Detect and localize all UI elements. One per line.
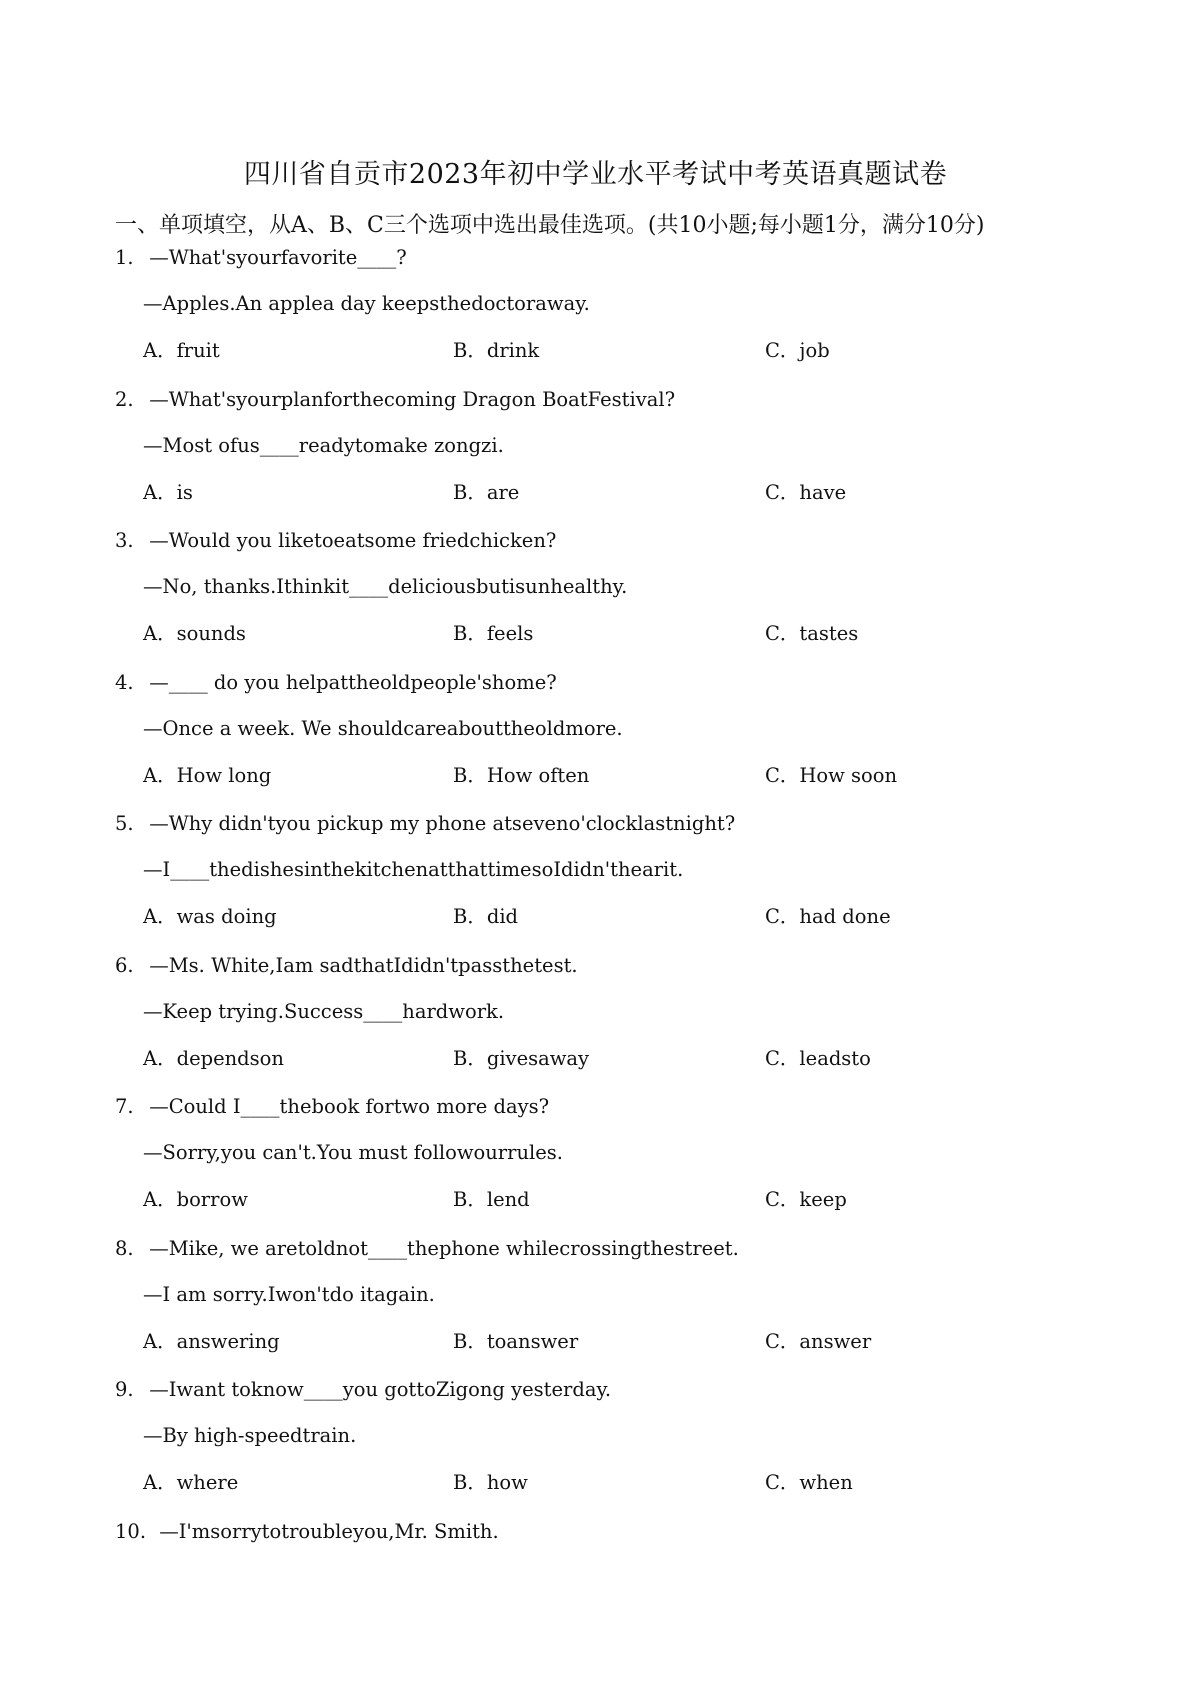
option-a[interactable]: A．was doing [143,905,277,928]
question-prompt [115,528,556,554]
question-reply: —Apples.An applea day keepsthedoctoraway. [143,292,590,315]
section-heading: 一、单项填空，从A、B、C三个选项中选出最佳选项。(共10小题;每小题1分，满分10分) [115,213,985,238]
answer-options [143,904,1043,930]
question-1 [115,245,1115,387]
question-7 [115,1094,1115,1236]
question-3 [115,528,1115,670]
question-text: —Would you liketoeatsome friedchicken? [149,529,557,552]
option-c[interactable]: C．had done [765,905,891,928]
option-b[interactable]: B．givesaway [453,1046,590,1070]
answer-options [143,480,1043,506]
question-number: 7. [115,1095,134,1118]
option-b[interactable]: B．How often [453,763,590,787]
answer-options [143,763,1043,789]
answer-options [143,1187,1043,1213]
option-c[interactable]: C．answer [765,1329,872,1353]
answer-options [143,621,1043,647]
option-b[interactable]: B．lend [453,1188,530,1211]
option-a[interactable]: A．borrow [143,1188,248,1211]
question-prompt [115,953,578,979]
option-b[interactable]: B．how [453,1471,528,1494]
option-b[interactable]: B．toanswer [453,1329,579,1353]
answer-options [143,1046,1043,1072]
question-text: —____ do you helpattheoldpeople'shome? [149,670,557,694]
question-number: 9. [115,1378,134,1401]
question-list [115,245,1115,1660]
question-number: 1. [115,246,134,269]
question-4 [115,670,1115,812]
option-b[interactable]: B．did [453,905,519,928]
question-number: 6. [115,953,134,977]
option-c[interactable]: C．keep [765,1188,847,1211]
option-a[interactable]: A．is [143,480,193,504]
question-text: —Iwant toknow____you gottoZigong yesterday. [149,1378,612,1401]
answer-options [143,1470,1043,1496]
option-a[interactable]: A．sounds [143,622,246,645]
option-a[interactable]: A．How long [143,763,272,787]
question-prompt [115,1377,611,1403]
question-2 [115,387,1115,529]
question-9 [115,1377,1115,1519]
question-prompt [115,670,557,696]
question-reply: —I am sorry.Iwon'tdo itagain. [143,1282,435,1306]
page-title: 四川省自贡市2023年初中学业水平考试中考英语真题试卷 [243,159,948,190]
question-text: —Ms. White,Iam sadthatIdidn'tpassthetest. [149,953,578,977]
question-10 [115,1519,1115,1661]
answer-options [143,338,1043,364]
question-text: —What'syourfavorite____? [149,246,407,269]
question-text: —What'syourplanforthecoming Dragon BoatFestival? [149,387,676,411]
question-number: 2. [115,387,134,411]
question-prompt [115,1236,739,1262]
question-prompt [115,1519,499,1545]
option-c[interactable]: C．tastes [765,622,859,645]
question-prompt [115,1094,549,1120]
question-number: 4. [115,670,134,694]
question-reply: —No, thanks.Ithinkit____deliciousbutisunhealthy. [143,575,628,598]
option-c[interactable]: C．when [765,1471,853,1494]
option-a[interactable]: A．where [143,1471,239,1494]
option-a[interactable]: A．dependson [143,1046,284,1070]
question-number: 10. [115,1519,147,1543]
option-a[interactable]: A．answering [143,1329,280,1353]
question-reply: —Once a week. We shouldcareabouttheoldmore. [143,716,623,740]
option-c[interactable]: C．job [765,339,830,362]
question-reply: —Most ofus____readytomake zongzi. [143,433,504,457]
question-number: 8. [115,1236,134,1260]
question-reply: —Sorry,you can't.You must followourrules. [143,1141,563,1164]
question-text: —Mike, we aretoldnot____thephone whilecrossingthestreet. [149,1236,739,1260]
question-reply: —By high-speedtrain. [143,1424,357,1447]
option-c[interactable]: C．leadsto [765,1046,871,1070]
question-number: 5. [115,812,134,835]
question-text: —Why didn'tyou pickup my phone atseveno'clocklastnight? [149,812,736,835]
option-c[interactable]: C．How soon [765,763,898,787]
question-reply: —Keep trying.Success____hardwork. [143,999,505,1023]
option-b[interactable]: B．feels [453,622,534,645]
question-6 [115,953,1115,1095]
option-a[interactable]: A．fruit [143,339,220,362]
option-b[interactable]: B．drink [453,339,540,362]
question-8 [115,1236,1115,1378]
question-text: —Could I____thebook fortwo more days? [149,1095,550,1118]
question-reply: —I____thedishesinthekitchenatthattimesoIdidn'thearit. [143,858,684,881]
question-number: 3. [115,529,134,552]
answer-options [143,1329,1043,1355]
question-prompt [115,811,735,837]
question-prompt [115,387,675,413]
question-text: —I'msorrytotroubleyou,Mr. Smith. [159,1519,499,1543]
question-5 [115,811,1115,953]
question-prompt [115,245,407,271]
option-b[interactable]: B．are [453,480,520,504]
option-c[interactable]: C．have [765,480,847,504]
